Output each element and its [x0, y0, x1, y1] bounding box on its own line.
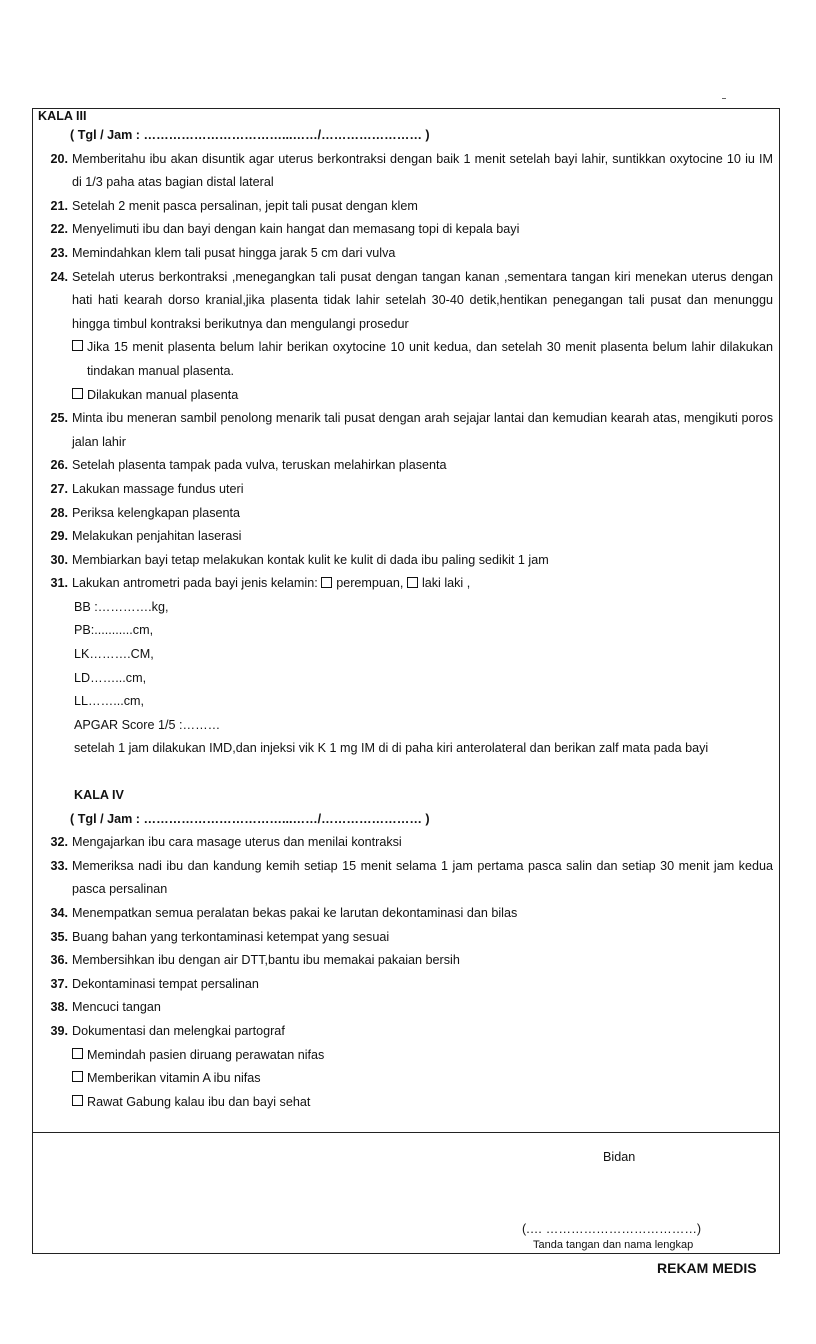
imd-note: setelah 1 jam dilakukan IMD,dan injeksi vik K 1 mg IM di di paha kiri anterolateral dan berikan zalf mata pada bayi — [74, 741, 709, 756]
item-37: 37. Dekontaminasi tempat persalinan — [50, 976, 259, 991]
item-29: 29. Melakukan penjahitan laserasi — [50, 529, 242, 544]
measure-field[interactable]: PB:...........cm, — [74, 623, 154, 638]
option-laki-laki: laki laki , — [421, 576, 471, 591]
kala4-date-line: ( Tgl / Jam : ……………………………...……/…………………… ) — [70, 811, 430, 826]
item-27: 27. Lakukan massage fundus uteri — [50, 481, 244, 496]
item-35: 35. Buang bahan yang terkontaminasi ketempat yang sesuai — [50, 929, 390, 944]
checkbox-icon[interactable] — [72, 1048, 83, 1059]
checkbox-perempuan[interactable] — [321, 577, 332, 588]
checkbox-laki-laki[interactable] — [407, 577, 418, 588]
sub24-option-2: Dilakukan manual plasenta — [72, 384, 773, 408]
item-31: 31. Lakukan antrometri pada bayi jenis kelamin: perempuan, laki laki , — [50, 576, 471, 591]
checkbox-oxytocine-second[interactable] — [72, 340, 83, 351]
kala4-check-2: Memberikan vitamin A ibu nifas — [72, 1067, 773, 1091]
option-perempuan: perempuan, — [336, 576, 404, 591]
kala3-title: KALA III — [38, 109, 87, 123]
item-30: 30. Membiarkan bayi tetap melakukan kontak kulit ke kulit di dada ibu paling sedikit 1 jam — [50, 552, 549, 567]
signature-line[interactable]: (.… ………………………………) — [522, 1222, 702, 1236]
sub24-option-1: Jika 15 menit plasenta belum lahir berikan oxytocine 10 unit kedua, dan setelah 30 menit plasenta belum lahir dilakukan tindakan manual plasenta. — [72, 336, 773, 383]
item-26: 26. Setelah plasenta tampak pada vulva, teruskan melahirkan plasenta — [50, 458, 447, 473]
kala3-items — [38, 148, 773, 337]
kala3-date-line: ( Tgl / Jam : ……………………………...……/…………………… ) — [70, 128, 430, 142]
measure-field[interactable]: LD……...cm, — [74, 670, 147, 685]
checkbox-icon[interactable] — [72, 1095, 83, 1106]
form-content — [38, 108, 773, 1114]
item-31-text: Lakukan antrometri pada bayi jenis kelamin: — [72, 576, 318, 591]
item-32: 32. Mengajarkan ibu cara masage uterus dan menilai kontraksi — [50, 835, 402, 850]
checkbox-icon[interactable] — [72, 1071, 83, 1082]
scan-mark — [722, 98, 726, 99]
item-23: 23. Memindahkan klem tali pusat hingga jarak 5 cm dari vulva — [50, 245, 396, 260]
item-28: 28. Periksa kelengkapan plasenta — [50, 505, 241, 520]
checkbox-manual-plasenta[interactable] — [72, 388, 83, 399]
kala4-checks — [38, 1044, 773, 1115]
item-20: 20. Memberitahu ibu akan disuntik agar uterus berkontraksi dengan baik 1 menit setelah bayi lahir, suntikkan oxytocine 10 iu IM di 1/3 paha atas bagian distal lateral — [50, 151, 773, 190]
footer-label: REKAM MEDIS — [657, 1260, 757, 1276]
item-21: 21. Setelah 2 menit pasca persalinan, jepit tali pusat dengan klem — [50, 198, 418, 213]
signature-divider — [32, 1132, 780, 1133]
item-34: 34. Menempatkan semua peralatan bekas pakai ke larutan dekontaminasi dan bilas — [50, 906, 518, 920]
kala4-items — [38, 831, 773, 1043]
measure-field[interactable]: LK……….CM, — [74, 647, 154, 662]
item-39: 39. Dokumentasi dan melengkai partograf — [50, 1023, 285, 1038]
item-22: 22. Menyelimuti ibu dan bayi dengan kain hangat dan memasang topi di kepala bayi — [50, 222, 520, 237]
signature-role: Bidan — [603, 1150, 636, 1164]
item-36: 36. Membersihkan ibu dengan air DTT,bantu ibu memakai pakaian bersih — [50, 953, 460, 968]
anthropometry-fields — [74, 596, 773, 761]
apgar-score-field[interactable]: APGAR Score 1/5 :……… — [74, 717, 221, 732]
measure-field[interactable]: BB :………….kg, — [74, 599, 169, 614]
item-38: 38. Mencuci tangan — [50, 1000, 161, 1015]
kala4-title: KALA IV — [74, 788, 124, 803]
kala4-check-3: Rawat Gabung kalau ibu dan bayi sehat — [72, 1091, 773, 1115]
signature-caption: Tanda tangan dan nama lengkap — [533, 1239, 694, 1251]
measure-field[interactable]: LL……...cm, — [74, 694, 144, 709]
item-25: 25. Minta ibu meneran sambil penolong menarik tali pusat dengan arah sejajar lantai dan kemudian kearah atas, mengikuti poros jalan lahir — [50, 411, 773, 449]
kala4-check-1: Memindah pasien diruang perawatan nifas — [72, 1044, 773, 1068]
item-33: 33. Memeriksa nadi ibu dan kandung kemih setiap 15 menit selama 1 jam pertama pasca salin dan setiap 30 menit jam kedua pasca persalinan — [50, 858, 773, 897]
kala3-items-continued — [38, 407, 773, 572]
item-24: 24. Setelah uterus berkontraksi ,menegangkan tali pusat dengan tangan kanan ,sementara tangan kiri menekan uterus dengan hati hati kearah dorso kranial,jika plasenta tidak lahir setelah 30-40 detik,hentikan penegangan tali pusat dan menunggu hingga timbul kontraksi berikutnya dan mengulangi prosedur — [50, 269, 773, 331]
